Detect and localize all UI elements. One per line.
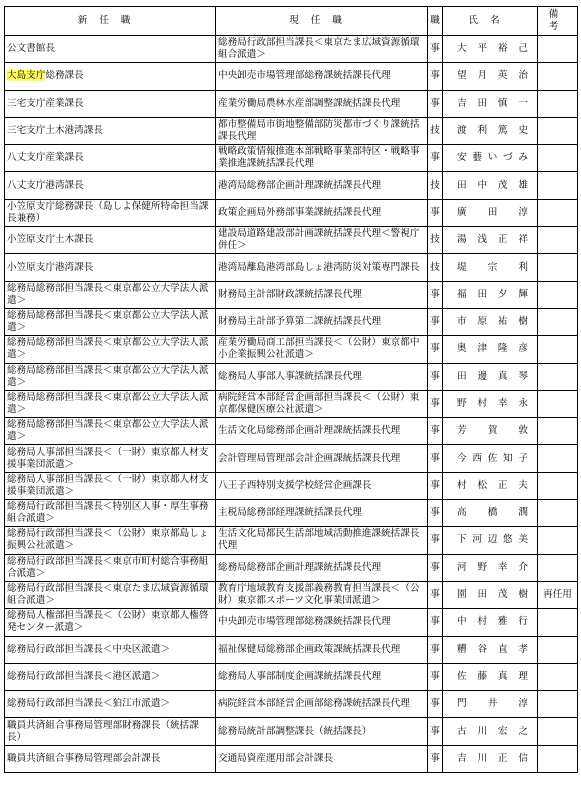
table-row (5, 363, 578, 390)
remarks-cell (538, 691, 578, 718)
new-post-cell (5, 90, 216, 117)
kind-cell: 事 (428, 663, 443, 690)
kind-cell: 事 (428, 308, 443, 335)
table-row (5, 281, 578, 308)
new-post-cell (5, 718, 216, 745)
remarks-cell (538, 418, 578, 445)
remarks-cell (538, 554, 578, 581)
current-post-cell: 港湾局離島港湾部島しょ港湾防災対策専門課長 (216, 254, 428, 281)
current-post-cell: 総務局行政部担当課長＜東京たま広域資源循環組合派遣＞ (216, 36, 428, 63)
header-kind: 職 (428, 7, 443, 36)
name-cell: 園田茂樹 (443, 581, 538, 608)
name-cell: 今西佐知子 (443, 445, 538, 472)
table-row (5, 172, 578, 199)
table-row (5, 63, 578, 90)
new-post-text: 総務局人権部担当課長＜（公財）東京都人権啓発センター派遣＞ (7, 610, 209, 634)
name-cell: 吉川正信 (443, 745, 538, 772)
current-post-cell: 財務局主計部財政課統括課長代理 (216, 281, 428, 308)
name-cell: 野村幸永 (443, 390, 538, 417)
new-post-cell (5, 199, 216, 226)
table-row (5, 609, 578, 636)
table-row (5, 527, 578, 554)
personnel-table (4, 6, 578, 773)
new-post-cell (5, 281, 216, 308)
personnel-table-sheet (4, 6, 577, 773)
new-post-cell (5, 390, 216, 417)
new-post-cell (5, 336, 216, 363)
new-post-cell (5, 745, 216, 772)
current-post-cell: 港湾局総務部企画計理課統括課長代理 (216, 172, 428, 199)
remarks-cell (538, 281, 578, 308)
kind-cell: 事 (428, 445, 443, 472)
new-post-cell (5, 445, 216, 472)
kind-cell: 事 (428, 691, 443, 718)
table-row (5, 663, 578, 690)
new-post-cell (5, 636, 216, 663)
current-post-cell: 交通局資産運用部会計課長 (216, 745, 428, 772)
name-cell: 廣田淳 (443, 199, 538, 226)
table-row (5, 336, 578, 363)
remarks-cell (538, 308, 578, 335)
new-post-cell (5, 308, 216, 335)
remarks-cell (538, 172, 578, 199)
kind-cell: 事 (428, 145, 443, 172)
name-cell: 古川宏之 (443, 718, 538, 745)
kind-cell: 事 (428, 281, 443, 308)
table-row (5, 308, 578, 335)
table-row (5, 500, 578, 527)
current-post-cell: 産業労働局商工部担当課長＜（公財）東京都中小企業振興公社派遣＞ (216, 336, 428, 363)
new-post-cell (5, 418, 216, 445)
current-post-cell: 財務局主計部予算第二課統括課長代理 (216, 308, 428, 335)
new-post-cell (5, 609, 216, 636)
new-post-cell (5, 663, 216, 690)
new-post-text: 小笠原支庁総務課長（島しよ保健所特命担当課長兼務） (7, 200, 209, 224)
remarks-cell (538, 90, 578, 117)
new-post-text: 総務局総務部担当課長＜東京都公立大学法人派遣＞ (7, 337, 209, 361)
name-cell: 安藝いづみ (443, 145, 538, 172)
current-post-cell: 病院経営本部経営企画部総務課統括課長代理 (216, 691, 428, 718)
kind-cell: 事 (428, 336, 443, 363)
remarks-cell (538, 254, 578, 281)
new-post-text: 総務局総務部担当課長＜東京都公立大学法人派遣＞ (7, 310, 209, 334)
name-cell: 高橋潤 (443, 500, 538, 527)
table-row (5, 227, 578, 254)
name-cell: 村松正夫 (443, 472, 538, 499)
remarks-cell (538, 636, 578, 663)
kind-cell: 事 (428, 390, 443, 417)
highlighted-text: 大島支庁 (7, 70, 46, 82)
new-post-text: 総務局人事部担当課長＜（一財）東京都人材支援事業団派遣＞ (7, 473, 209, 497)
name-cell: 望月英治 (443, 63, 538, 90)
kind-cell: 事 (428, 63, 443, 90)
current-post-cell: 総務局人事部制度企画課統括課長代理 (216, 663, 428, 690)
name-cell: 田中茂雄 (443, 172, 538, 199)
current-post-cell: 産業労働局農林水産部調整課統括課長代理 (216, 90, 428, 117)
new-post-text: 総務局人事部担当課長＜（一財）東京都人材支援事業団派遣＞ (7, 446, 209, 470)
table-row (5, 390, 578, 417)
name-cell: 田邊真琴 (443, 363, 538, 390)
remarks-cell (538, 472, 578, 499)
new-post-cell (5, 363, 216, 390)
kind-cell: 事 (428, 636, 443, 663)
new-post-text: 総務局総務部担当課長＜東京都公立大学法人派遣＞ (7, 419, 209, 443)
name-cell: 吉田慎一 (443, 90, 538, 117)
table-row (5, 581, 578, 608)
current-post-cell: 主税局総務部経理課統括課長代理 (216, 500, 428, 527)
current-post-cell: 政策企画局外務部事業課統括課長代理 (216, 199, 428, 226)
new-post-cell (5, 117, 216, 144)
current-post-cell: 会計管理局管理部会計企画課統括課長代理 (216, 445, 428, 472)
kind-cell: 事 (428, 745, 443, 772)
remarks-cell (538, 718, 578, 745)
new-post-text: 総務局行政部担当課長＜（公財）東京都島しょ振興公社派遣＞ (7, 528, 209, 552)
new-post-text: 総務局行政部担当課長＜特別区人事・厚生事務組合派遣＞ (7, 501, 209, 525)
remarks-cell (538, 609, 578, 636)
table-row (5, 554, 578, 581)
table-row (5, 472, 578, 499)
table-row (5, 117, 578, 144)
new-post-cell (5, 254, 216, 281)
kind-cell: 事 (428, 363, 443, 390)
header-new-post: 新任職 (5, 7, 216, 36)
remarks-cell (538, 199, 578, 226)
name-cell: 佐藤真理 (443, 663, 538, 690)
new-post-text: 総務局行政部担当課長＜東京たま広域資源循環組合派遣＞ (7, 583, 209, 607)
current-post-cell: 生活文化局総務部企画計理課統括課長代理 (216, 418, 428, 445)
name-cell: 大平裕己 (443, 36, 538, 63)
kind-cell: 技 (428, 172, 443, 199)
current-post-cell: 病院経営本部経営企画部担当課長＜（公財）東京都保健医療公社派遣＞ (216, 390, 428, 417)
remarks-cell (538, 663, 578, 690)
table-row (5, 90, 578, 117)
current-post-cell: 総務局統計部調整課長（統括課長） (216, 718, 428, 745)
table-row (5, 36, 578, 63)
name-cell: 市原祐樹 (443, 308, 538, 335)
new-post-text: 総務局総務部担当課長＜東京都公立大学法人派遣＞ (7, 282, 209, 306)
current-post-cell: 八王子西特別支援学校経営企画課長 (216, 472, 428, 499)
new-post-text: 総務局総務部担当課長＜東京都公立大学法人派遣＞ (7, 392, 209, 415)
name-cell: 渡利篤史 (443, 117, 538, 144)
name-cell: 奥津隆彦 (443, 336, 538, 363)
remarks-cell (538, 117, 578, 144)
new-post-cell (5, 581, 216, 608)
name-cell: 福田夕輝 (443, 281, 538, 308)
new-post-text: 三宅支庁産業課長 (7, 97, 84, 109)
table-row (5, 145, 578, 172)
new-post-text: 八丈支庁産業課長 (7, 152, 84, 164)
kind-cell: 事 (428, 554, 443, 581)
new-post-text: 小笠原支庁土木課長 (7, 234, 94, 246)
new-post-text: 八丈支庁港湾課長 (7, 179, 84, 191)
kind-cell: 事 (428, 36, 443, 63)
kind-cell: 事 (428, 581, 443, 608)
remarks-cell (538, 500, 578, 527)
new-post-cell (5, 527, 216, 554)
current-post-cell: 総務局総務部企画計理課統括課長代理 (216, 554, 428, 581)
table-row (5, 418, 578, 445)
remarks-cell (538, 445, 578, 472)
name-cell: 門井淳 (443, 691, 538, 718)
header-remarks: 備考 (538, 7, 578, 36)
new-post-text: 職員共済組合事務局管理部会計課長 (7, 752, 161, 764)
new-post-text: 総務局行政部担当課長＜東京市町村総合事務組合派遣＞ (7, 555, 209, 579)
table-row (5, 636, 578, 663)
current-post-cell: 戦略政策情報推進本部戦略事業部特区・戦略事業推進課統括課長代理 (216, 145, 428, 172)
new-post-cell (5, 500, 216, 527)
new-post-text: 三宅支庁土木港湾課長 (7, 125, 103, 137)
new-post-cell (5, 554, 216, 581)
new-post-text: 総務局行政部担当課長＜港区派遣＞ (7, 670, 161, 682)
kind-cell: 事 (428, 609, 443, 636)
new-post-text: 総務局総務部担当課長＜東京都公立大学法人派遣＞ (7, 364, 209, 388)
remarks-cell (538, 745, 578, 772)
header-current-post: 現任職 (216, 7, 428, 36)
name-cell: 堤宗利 (443, 254, 538, 281)
kind-cell: 事 (428, 527, 443, 554)
new-post-cell (5, 145, 216, 172)
new-post-cell (5, 172, 216, 199)
remarks-cell (538, 336, 578, 363)
name-cell: 芳賀敦 (443, 418, 538, 445)
name-cell: 湯浅正祥 (443, 227, 538, 254)
current-post-cell: 建設局道路建設部計画課統括課長代理＜警視庁併任＞ (216, 227, 428, 254)
remarks-cell (538, 527, 578, 554)
name-cell: 河野幸介 (443, 554, 538, 581)
new-post-text: 公文書館長 (7, 43, 55, 55)
current-post-cell: 福祉保健局総務部企画政策課統括課長代理 (216, 636, 428, 663)
header-row (5, 7, 578, 36)
kind-cell: 事 (428, 472, 443, 499)
name-cell: 下河辺悠美 (443, 527, 538, 554)
new-post-cell (5, 691, 216, 718)
new-post-text: 総務局行政部担当課長＜狛江市派遣＞ (7, 698, 171, 710)
kind-cell: 技 (428, 117, 443, 144)
remarks-cell (538, 145, 578, 172)
new-post-text: 小笠原支庁港湾課長 (7, 261, 94, 273)
remarks-cell (538, 227, 578, 254)
table-row (5, 445, 578, 472)
kind-cell: 事 (428, 500, 443, 527)
kind-cell: 事 (428, 418, 443, 445)
kind-cell: 技 (428, 254, 443, 281)
name-cell: 糟谷直孝 (443, 636, 538, 663)
new-post-cell (5, 36, 216, 63)
kind-cell: 事 (428, 718, 443, 745)
new-post-cell (5, 472, 216, 499)
new-post-text: 総務課長 (45, 70, 84, 82)
new-post-text: 職員共済組合事務局管理部財務課長（統括課長） (7, 719, 199, 743)
current-post-cell: 教育庁地域教育支援部義務教育担当課長＜（公財）東京都スポーツ文化事業団派遣＞ (216, 581, 428, 608)
header-name: 氏名 (443, 7, 538, 36)
table-row (5, 718, 578, 745)
new-post-cell (5, 63, 216, 90)
kind-cell: 事 (428, 90, 443, 117)
table-row (5, 691, 578, 718)
remarks-cell (538, 390, 578, 417)
current-post-cell: 生活文化局都民生活部地域活動推進課統括課長代理 (216, 527, 428, 554)
current-post-cell: 都市整備局市街地整備部防災都市づくり課統括課長代理 (216, 117, 428, 144)
name-cell: 中村雅行 (443, 609, 538, 636)
kind-cell: 技 (428, 227, 443, 254)
remarks-cell (538, 363, 578, 390)
table-row (5, 199, 578, 226)
new-post-cell (5, 227, 216, 254)
remarks-cell (538, 63, 578, 90)
new-post-text: 総務局行政部担当課長＜中央区派遣＞ (7, 643, 171, 655)
remarks-cell (538, 36, 578, 63)
current-post-cell: 中央卸売市場管理部総務課統括課長代理 (216, 609, 428, 636)
kind-cell: 事 (428, 199, 443, 226)
remarks-cell: 再任用 (538, 581, 578, 608)
current-post-cell: 総務局人事部人事課統括課長代理 (216, 363, 428, 390)
current-post-cell: 中央卸売市場管理部総務課統括課長代理 (216, 63, 428, 90)
table-row (5, 254, 578, 281)
table-row (5, 745, 578, 772)
